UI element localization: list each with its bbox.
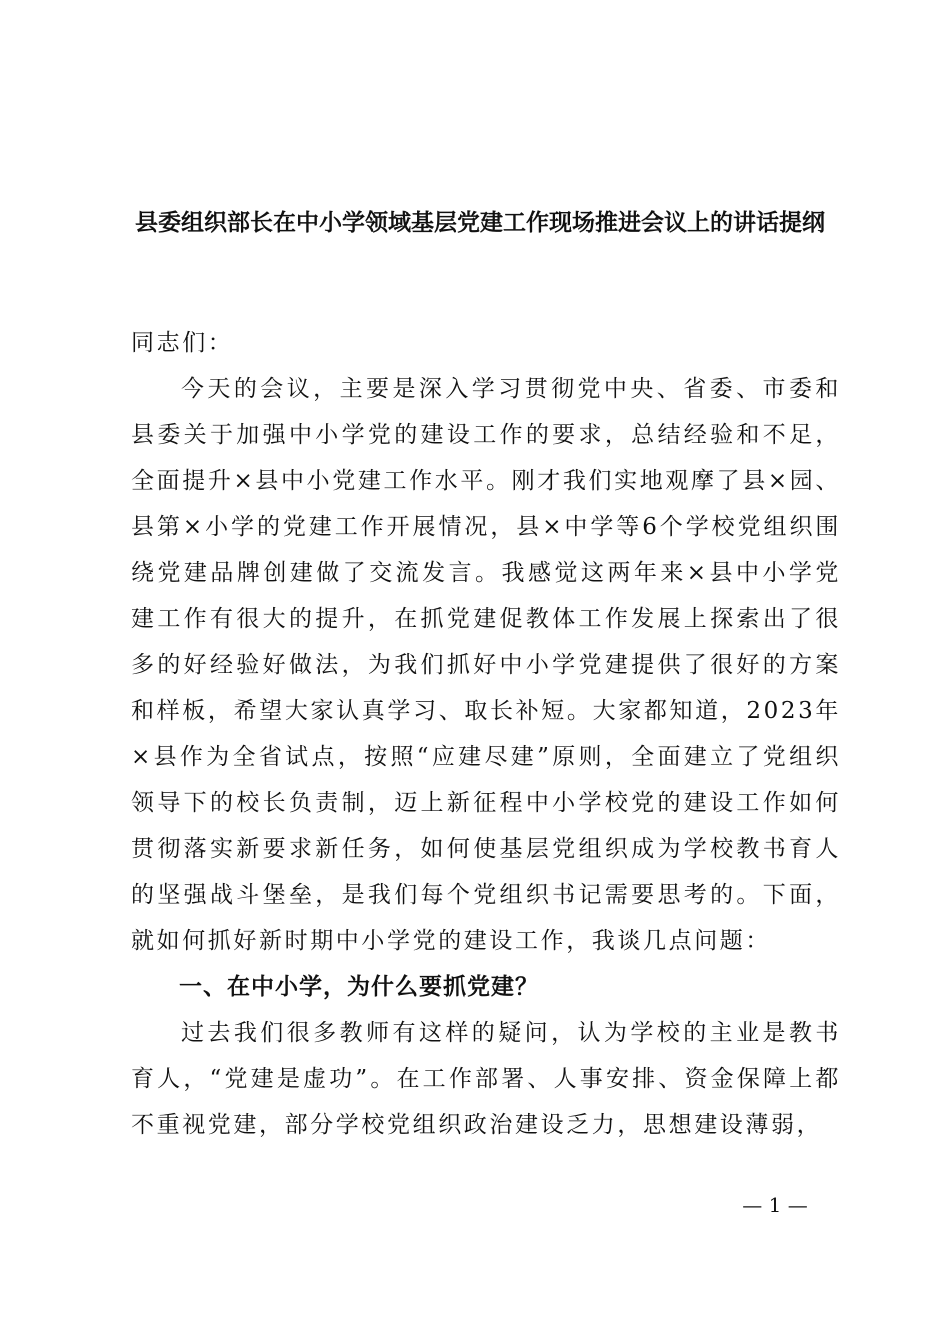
page-number: — 1 —: [742, 1193, 808, 1217]
paragraph-intro: 今天的会议，主要是深入学习贯彻党中央、省委、市委和县委关于加强中小学党的建设工作的要求，总结经验和不足，全面提升×县中小党建工作水平。刚才我们实地观摩了县×园、县第×小学的党建工作开展情况，县×中学等6个学校党组织围绕党建品牌创建做了交流发言。我感觉这两年来×县中小学党建工作有很大的提升，在抓党建促教体工作发展上探索出了很多的好经验好做法，为我们抓好中小学党建提供了很好的方案和样板，希望大家认真学习、取长补短。大家都知道，2023年×县作为全省试点，按照“应建尽建”原则，全面建立了党组织领导下的校长负责制，迈上新征程中小学校党的建设工作如何贯彻落实新要求新任务，如何使基层党组织成为学校教书育人的坚强战斗堡垒，是我们每个党组织书记需要思考的。下面，就如何抓好新时期中小学党的建设工作，我谈几点问题：: [131, 376, 841, 954]
paragraph-section-1: 过去我们很多教师有这样的疑问，认为学校的主业是教书育人，“党建是虚功”。在工作部署、人事安排、资金保障上都不重视党建，部分学校党组织政治建设乏力，思想建设薄弱，: [131, 1020, 841, 1138]
document-title: 县委组织部长在中小学领域基层党建工作现场推进会议上的讲话提纲: [135, 210, 825, 236]
document-body: [131, 320, 841, 1148]
salutation: 同志们：: [131, 330, 234, 356]
section-heading-1: 一、在中小学，为什么要抓党建？: [179, 974, 539, 1000]
